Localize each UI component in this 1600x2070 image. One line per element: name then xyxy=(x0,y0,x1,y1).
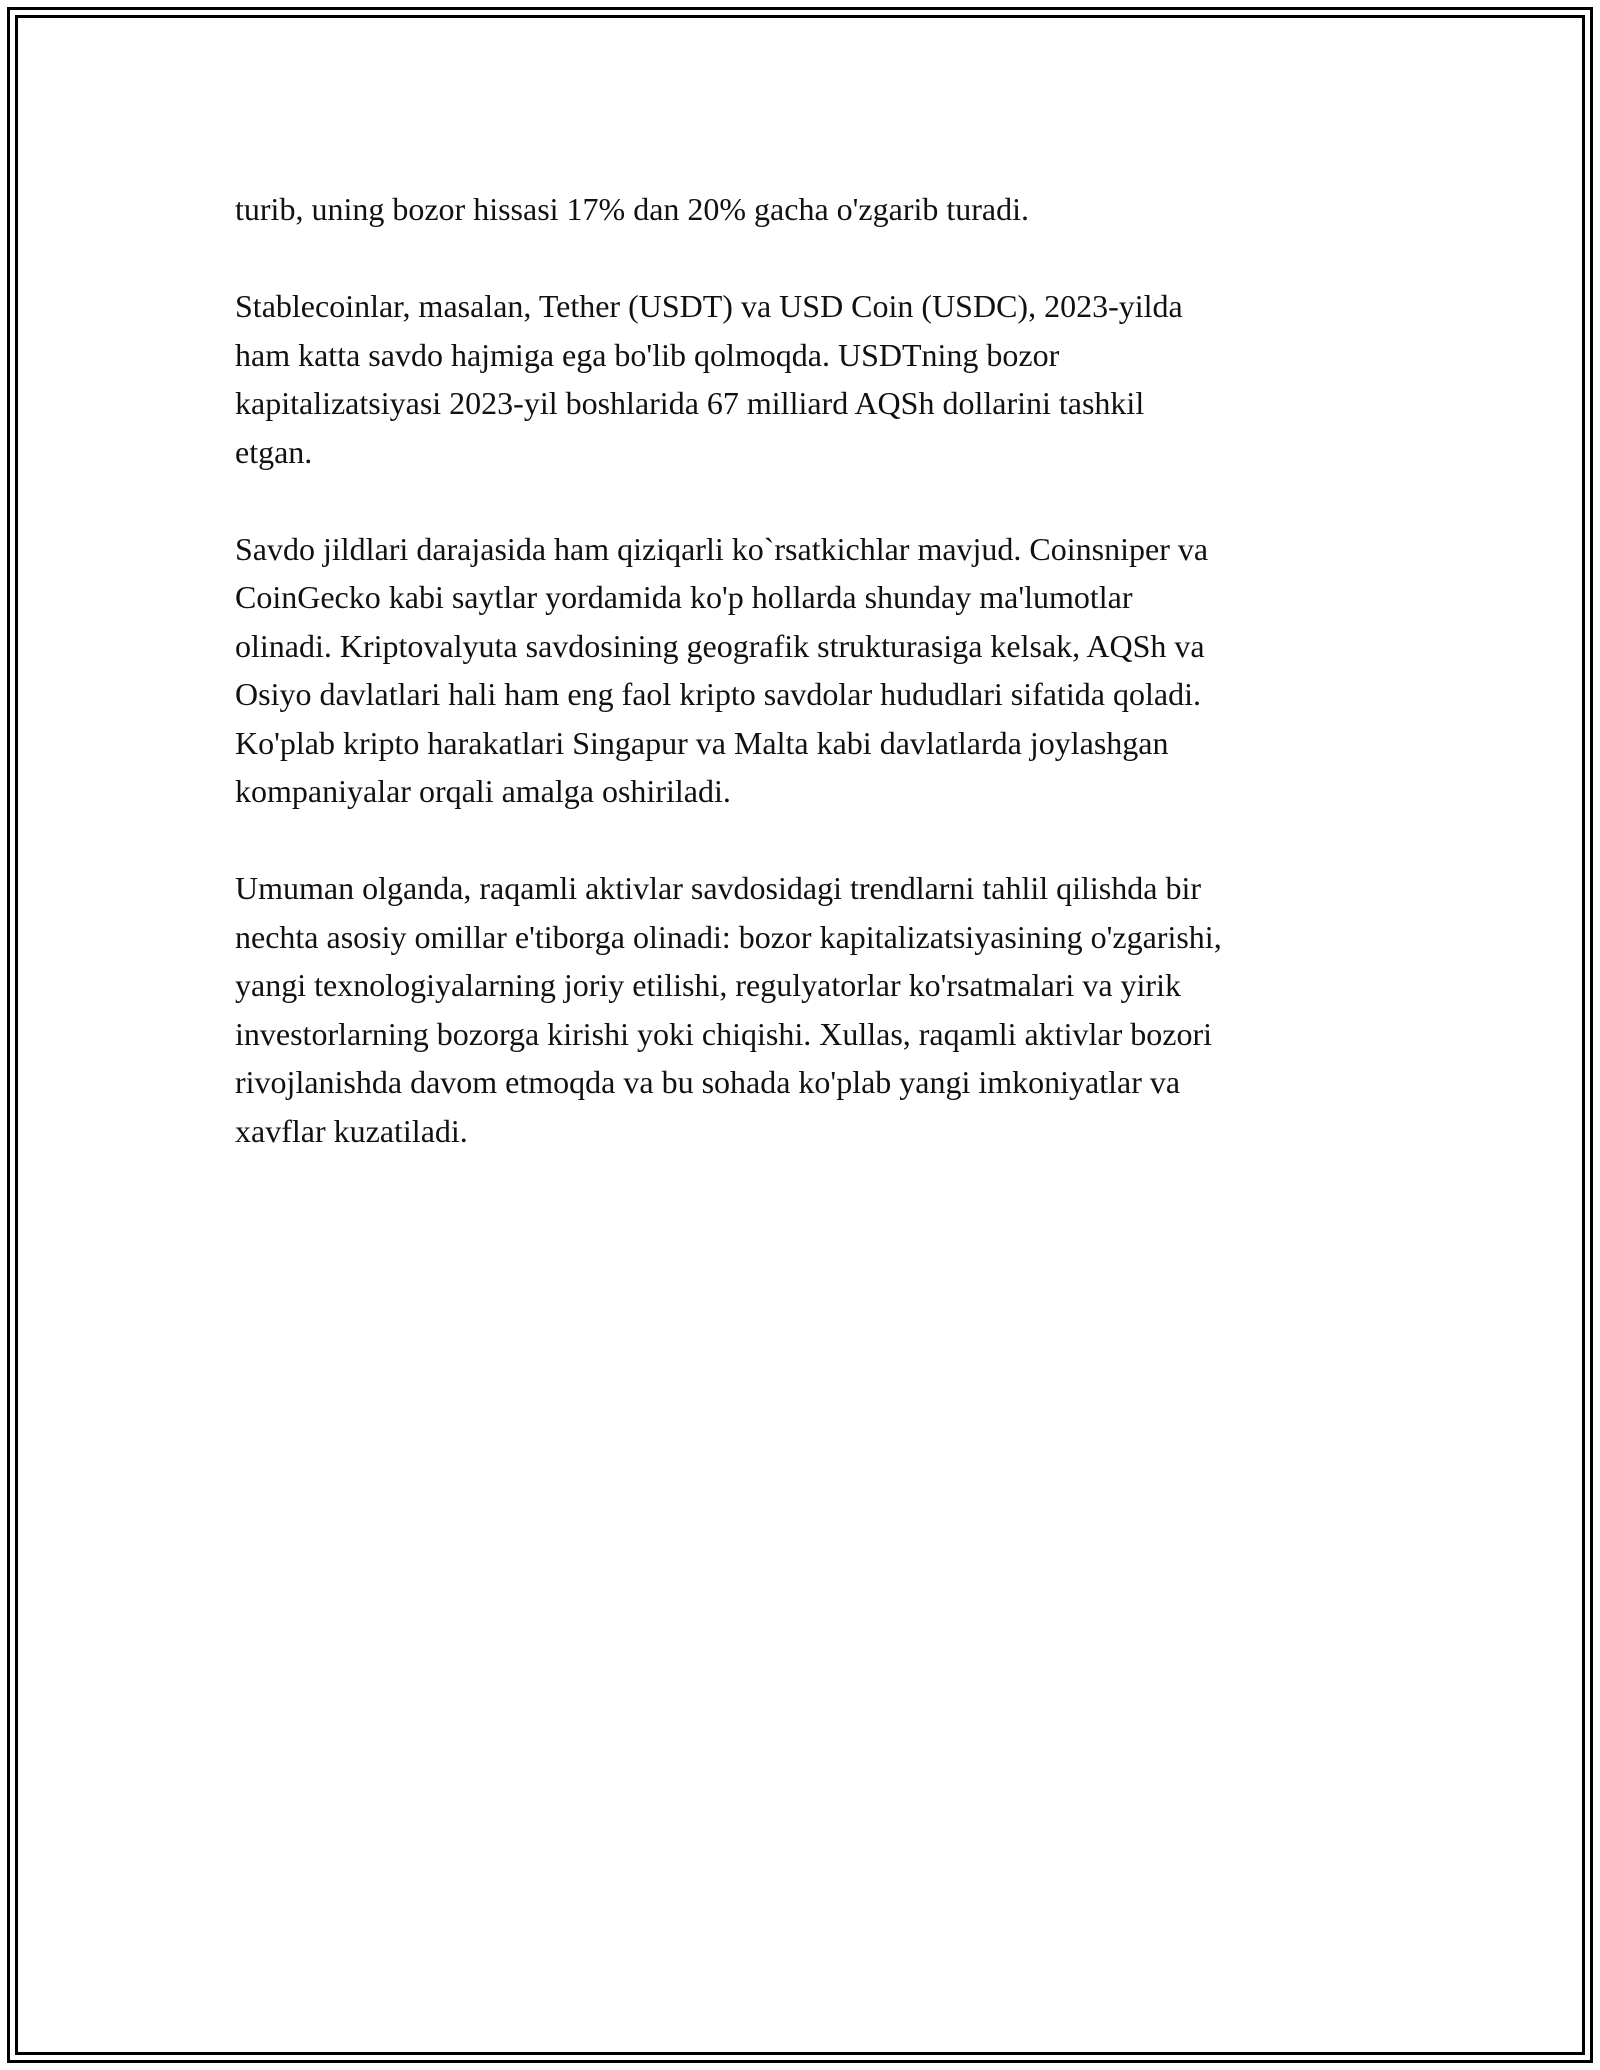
paragraph-1: turib, uning bozor hissasi 17% dan 20% gacha o'zgarib turadi. xyxy=(235,191,1030,227)
document-body xyxy=(235,185,1385,1204)
paragraph-3: Savdo jildlari darajasida ham qiziqarli ko`rsatkichlar mavjud. Coinsniper va CoinGecko kabi saytlar yordamida ko'p hollarda shunday ma'lumotlar olinadi. Kriptovalyuta savdosining geografik strukturasiga kelsak, AQSh va Osiyo davlatlari hali ham eng faol kripto savdolar hududlari sifatida qoladi. Ko'plab kripto harakatlari Singapur va Malta kabi davlatlarda joylashgan kompaniyalar orqali amalga oshiriladi. xyxy=(235,530,1209,809)
paragraph-2: Stablecoinlar, masalan, Tether (USDT) va USD Coin (USDC), 2023-yilda ham katta savdo hajmiga ega bo'lib qolmoqda. USDTning bozor kapitalizatsiyasi 2023-yil boshlarida 67 milliard AQSh dollarini tashkil etgan. xyxy=(235,288,1183,470)
paragraph-4: Umuman olganda, raqamli aktivlar savdosidagi trendlarni tahlil qilishda bir nechta asosiy omillar e'tiborga olinadi: bozor kapitalizatsiyasining o'zgarishi, yangi texnologiyalarning joriy etilishi, regulyatorlar ko'rsatmalari va yirik investorlarning bozorga kirishi yoki chiqishi. Xullas, raqamli aktivlar bozori rivojlanishda davom etmoqda va bu sohada ko'plab yangi imkoniyatlar va xavflar kuzatiladi. xyxy=(235,870,1222,1149)
